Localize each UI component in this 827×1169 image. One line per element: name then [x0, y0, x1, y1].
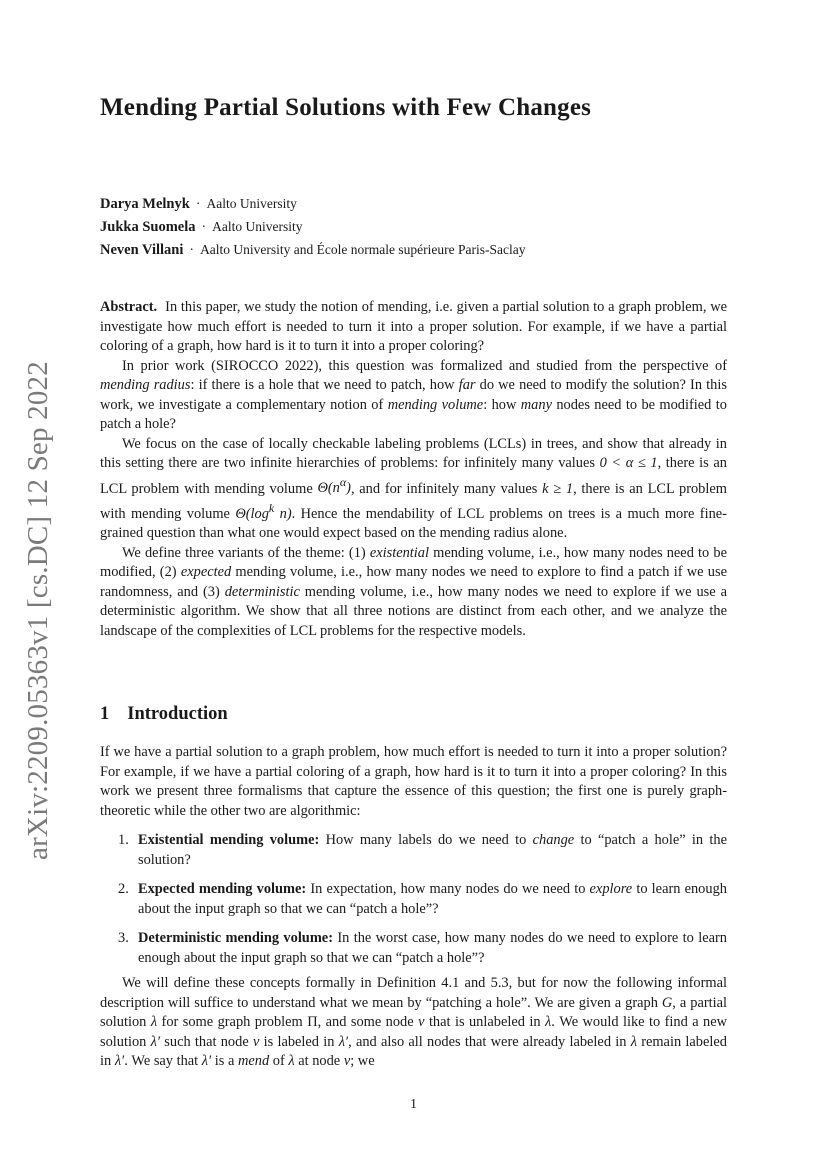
- math: 0 < α ≤ 1: [599, 455, 658, 471]
- math: $\Theta(\log^k$ n): [235, 500, 292, 522]
- abstract-paragraph: In prior work (SIROCCO 2022), this question was formalized and studied from the perspective of mending radius: if there is a hole that we need to patch, how far do we need to modify the solution? In this work, we investigate a complementary notion of mending volume: how many nodes need to be modified to patch a hole?: [100, 357, 727, 432]
- author-affiliation: Aalto University and École normale supérieure Paris-Saclay: [200, 242, 526, 257]
- intro-paragraph: We will define these concepts formally in Definition 4.1 and 5.3, but for now the following informal description will suffice to understand what we mean by “patching a hole”. We are given a graph G, a partial solution λ for some graph problem Π, and some node v that is unlabeled in λ. We would like to find a new solution λ′ such that node v is labeled in λ′, and also all nodes that were already labeled in λ remain labeled in λ′. We say that λ′ is a mend of λ at node v; we: [100, 975, 728, 1069]
- list-item: 2. Expected mending volume: In expectation, how many nodes do we need to explore to learn enough about the input graph so that we can “patch a hole”?: [118, 881, 727, 917]
- arxiv-stamp: arXiv:2209.05363v1 [cs.DC] 12 Sep 2022: [22, 361, 54, 860]
- author-separator: ·: [201, 220, 207, 235]
- author-affiliation: Aalto University: [212, 219, 303, 234]
- list-number: 2.: [118, 881, 129, 897]
- author-separator: ·: [189, 243, 195, 258]
- author-name: Jukka Suomela: [100, 219, 196, 235]
- author-entry: [100, 215, 740, 238]
- section-number: 1: [100, 704, 110, 724]
- list-number: 1.: [118, 832, 129, 848]
- author-list: [100, 192, 740, 261]
- list-item: 1. Existential mending volume: How many labels do we need to change to “patch a hole” in the solution?: [118, 832, 727, 868]
- intro-paragraph: If we have a partial solution to a graph problem, how much effort is needed to turn it into a proper solution? For example, if we have a partial coloring of a graph, how hard is it to turn it into a proper coloring? In this work we present three formalisms that capture the essence of this question; the first one is purely graph-theoretic while the other two are algorithmic:: [100, 744, 727, 819]
- math: k ≥ 1: [542, 480, 574, 497]
- list-number: 3.: [118, 930, 129, 946]
- abstract: [100, 298, 727, 641]
- author-entry: [100, 192, 740, 215]
- abstract-label: Abstract.: [100, 299, 158, 315]
- abstract-paragraph: Abstract. In this paper, we study the notion of mending, i.e. given a partial solution to a graph problem, we investigate how much effort is needed to turn it into a proper solution. For example, if we have a partial coloring of a graph, how hard is it to turn it into a proper coloring?: [100, 299, 727, 354]
- author-entry: [100, 238, 740, 261]
- abstract-paragraph: We define three variants of the theme: (1) existential mending volume, i.e., how many nodes need to be modified, (2) expected mending volume, i.e., how many nodes we need to explore to find a patch if we use randomness, and (3) deterministic mending volume, i.e., how many nodes we need to explore if we use a deterministic algorithm. We show that all three notions are distinct from each other, and we analyze the landscape of the complexities of LCL problems for the respective models.: [100, 544, 727, 639]
- page-number: 1: [410, 1097, 417, 1112]
- section-title: Introduction: [127, 704, 228, 724]
- abstract-paragraph: We focus on the case of locally checkable labeling problems (LCLs) in trees, and show that already in this setting there are two infinite hierarchies of problems: for infinitely many values 0 < α ≤ 1, there is an LCL problem with mending volume $\Theta(n^\alpha)$, and for infinitely many values k ≥ 1, there is an LCL problem with mending volume $\Theta(\log^k$ n). Hence the mendability of LCL problems on trees is a much more fine-grained question than what one would expect based on the mending radius alone.: [100, 435, 727, 542]
- author-affiliation: Aalto University: [206, 196, 297, 211]
- section-heading: [100, 704, 228, 725]
- math: $\Theta(n^\alpha)$: [317, 475, 351, 497]
- author-name: Neven Villani: [100, 242, 184, 258]
- author-separator: ·: [195, 197, 201, 212]
- list-item: 3. Deterministic mending volume: In the worst case, how many nodes do we need to explore to learn enough about the input graph so that we can “patch a hole”?: [118, 930, 727, 966]
- paper-title: Mending Partial Solutions with Few Changes: [100, 94, 592, 121]
- author-name: Darya Melnyk: [100, 196, 190, 212]
